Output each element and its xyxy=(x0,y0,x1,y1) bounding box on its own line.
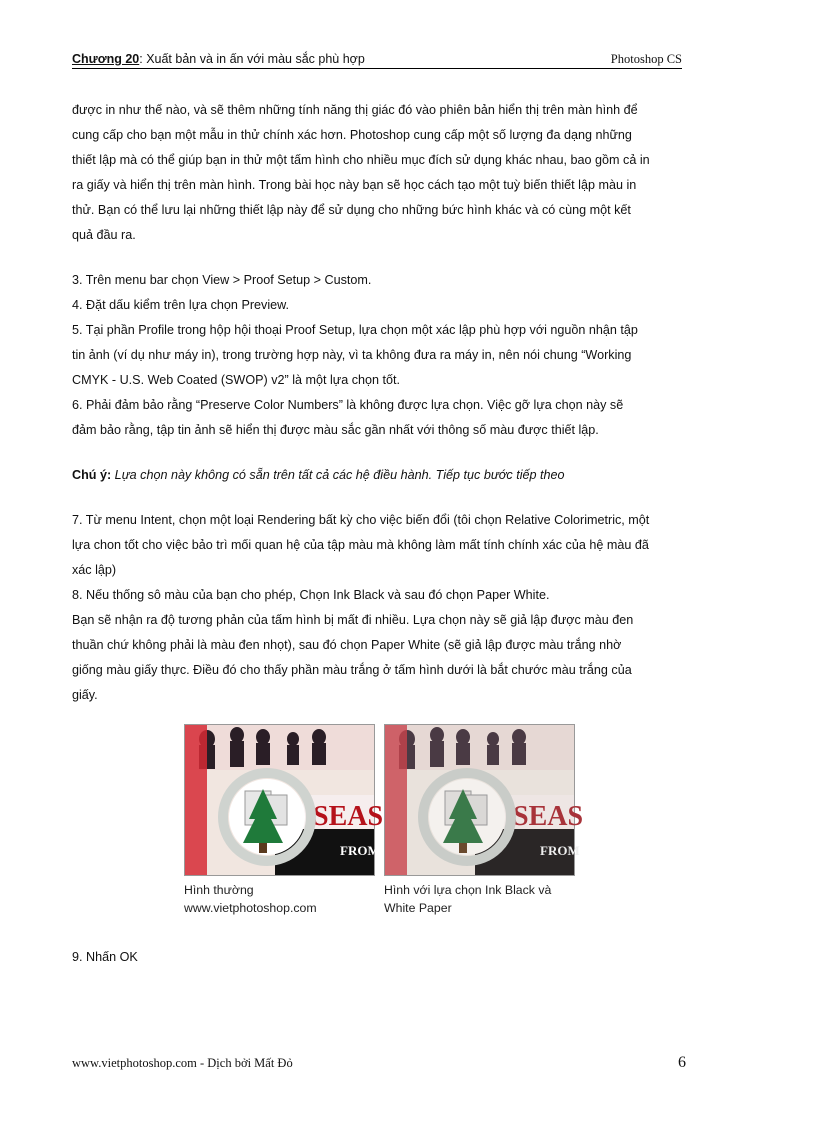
step-line: Bạn sẽ nhận ra độ tương phản của tấm hình bị mất đi nhiều. Lựa chọn này sẽ giả lập được màu đen xyxy=(72,613,634,627)
caption-line: www.vietphotoshop.com xyxy=(184,901,317,915)
banner-sub: FROM xyxy=(340,843,380,858)
page-number: 6 xyxy=(678,1054,686,1071)
step-line: 7. Từ menu Intent, chọn một loại Rendering bất kỳ cho việc biến đổi (tôi chọn Relative Colorimetric, một xyxy=(72,513,650,527)
page-header xyxy=(72,52,682,69)
step-line: lựa chon tốt cho việc bảo trì mối quan hệ của tập màu mà không làm mất tính chính xác của hệ màu đã xyxy=(72,538,649,552)
note xyxy=(72,463,688,488)
figure-ink-black xyxy=(384,724,584,917)
step-line: xác lập) xyxy=(72,563,117,577)
step-line: đảm bảo rằng, tập tin ảnh sẽ hiển thị được màu sắc gần nhất với thông số màu được thiết lập. xyxy=(72,423,599,437)
page-footer xyxy=(72,1056,686,1071)
caption-line: Hình thường xyxy=(184,883,254,897)
step-line: 3. Trên menu bar chọn View > Proof Setup > Custom. xyxy=(72,273,372,287)
figure-caption xyxy=(384,881,575,917)
book-title: Photoshop CS xyxy=(610,52,682,66)
final-step xyxy=(72,945,688,970)
intro-line: được in như thế nào, và sẽ thêm những tính năng thị giác đó vào phiên bản hiển thị trên màn hình để xyxy=(72,103,638,117)
banner-text: SEAS xyxy=(513,801,584,832)
step-line: CMYK - U.S. Web Coated (SWOP) v2” là một lựa chọn tốt. xyxy=(72,373,401,387)
photo-normal xyxy=(184,724,384,876)
note-text: Lựa chọn này không có sẵn trên tất cả các hệ điều hành. Tiếp tục bước tiếp theo xyxy=(111,468,565,482)
page-content xyxy=(72,98,688,708)
intro-line: cung cấp cho bạn một mẫu in thử chính xác hơn. Photoshop cung cấp một số lượng đa dạng những xyxy=(72,128,632,142)
chapter-heading xyxy=(72,52,365,66)
intro-line: quả đầu ra. xyxy=(72,228,136,242)
chapter-title: : Xuất bản và in ấn với màu sắc phù hợp xyxy=(139,52,365,66)
step-line: giống màu giấy thực. Điều đó cho thấy phần màu trắng ở tấm hình dưới là bắt chước màu trắng của xyxy=(72,663,632,677)
banner-sub: FROM xyxy=(540,843,580,858)
intro-line: ra giấy và hiển thị trên màn hình. Trong bài học này bạn sẽ học cách tạo một tuỳ biến thiết lập màu in xyxy=(72,178,637,192)
banner-text: SEAS xyxy=(313,801,384,832)
photo-illustration xyxy=(185,725,384,875)
step-line: 5. Tại phần Profile trong hộp hội thoại Proof Setup, lựa chọn một xác lập phù hợp với nguồn nhận tập xyxy=(72,323,638,337)
chapter-label: Chương 20 xyxy=(72,52,140,66)
caption-line: White Paper xyxy=(384,901,452,915)
step-line: 4. Đặt dấu kiểm trên lựa chọn Preview. xyxy=(72,298,290,312)
intro-line: thiết lập mà có thể giúp bạn in thử một tấm hình cho nhiều mục đích sử dụng khác nhau, bao gồm cả in xyxy=(72,153,650,167)
step-line: tin ảnh (ví dụ như máy in), trong trường hợp này, vì ta không đưa ra máy in, nên nói chung “Working xyxy=(72,348,632,362)
step-line: 6. Phải đảm bảo rằng “Preserve Color Numbers” là không được lựa chọn. Việc gỡ lựa chọn này sẽ xyxy=(72,398,624,412)
footer-credit: www.vietphotoshop.com - Dịch bởi Mất Đỏ xyxy=(72,1056,293,1070)
figure-caption xyxy=(184,881,375,917)
caption-line: Hình với lựa chọn Ink Black và xyxy=(384,883,552,897)
photo-ink-black xyxy=(384,724,584,876)
intro-line: thử. Bạn có thể lưu lại những thiết lập này để sử dụng cho những bức hình khác và có cùng một kết xyxy=(72,203,631,217)
photo-illustration xyxy=(385,725,584,875)
figure-normal xyxy=(184,724,384,917)
step-line: 8. Nếu thống sô màu của bạn cho phép, Chọn Ink Black và sau đó chọn Paper White. xyxy=(72,588,550,602)
step-line: thuần chứ không phải là màu đen nhọt), sau đó chọn Paper White (sẽ giả lập được màu trắng nhờ xyxy=(72,638,622,652)
step-line: 9. Nhấn OK xyxy=(72,950,138,964)
note-label: Chú ý: xyxy=(72,468,112,482)
step-line: giấy. xyxy=(72,688,98,702)
